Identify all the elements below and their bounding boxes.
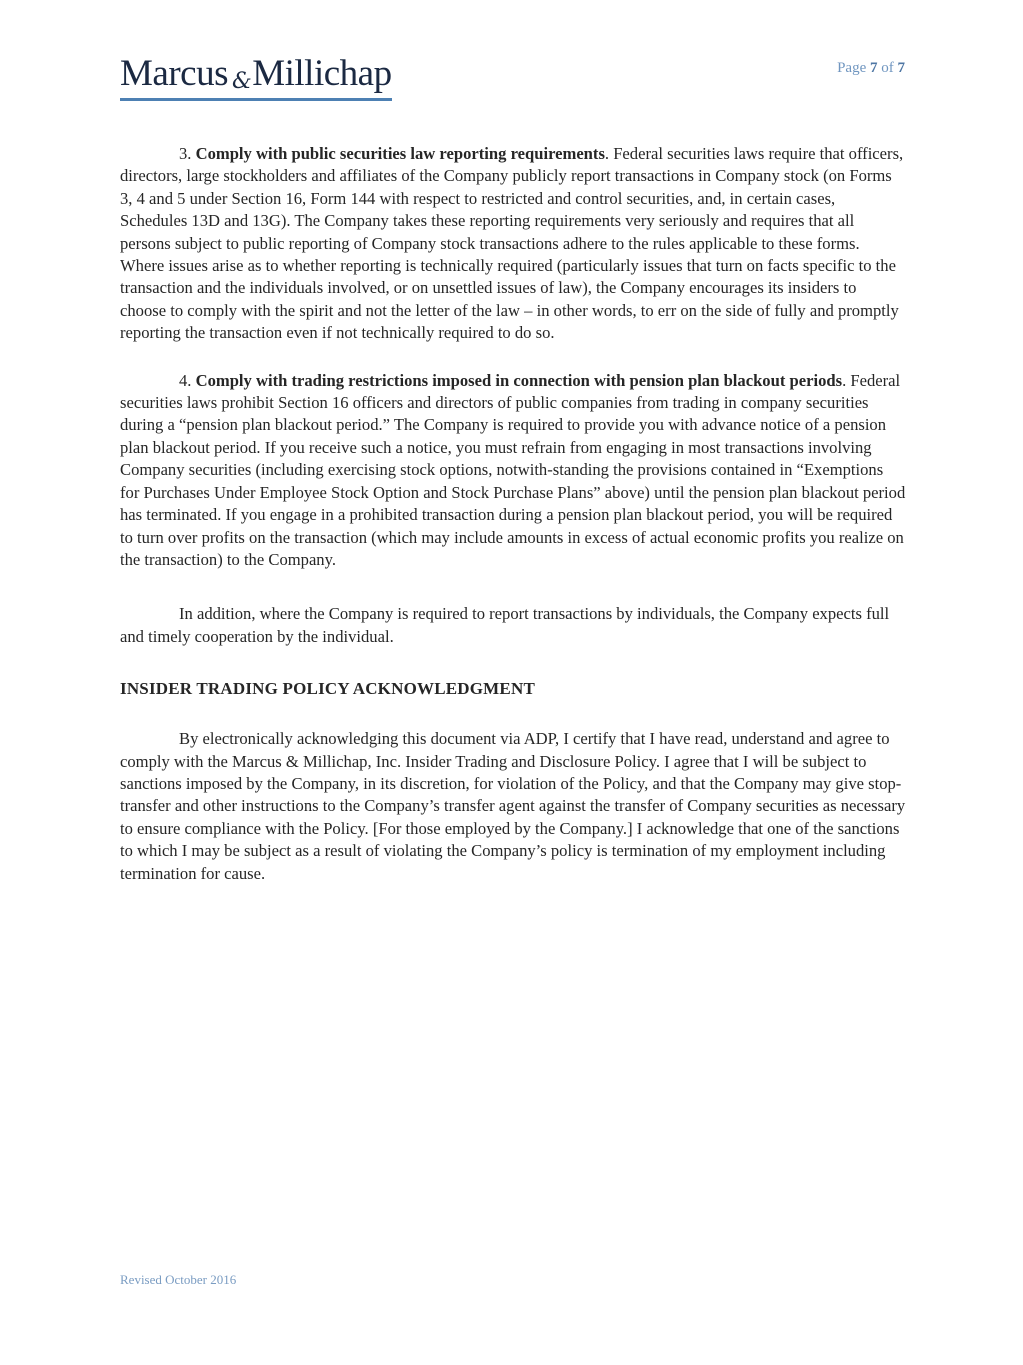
paragraph-addition: In addition, where the Company is required to report transactions by individuals, the Company expects full and timely cooperation by the individual.: [120, 604, 890, 646]
page-number: [837, 60, 905, 77]
logo-ampersand: &: [231, 68, 252, 95]
paragraph-4-number: 4.: [179, 370, 196, 390]
page-number-current: 7: [870, 60, 878, 76]
page-label-of: of: [877, 60, 898, 76]
document-body: [120, 143, 906, 885]
paragraph-3-reporting-requirements: [120, 143, 906, 345]
revision-date: Revised October 2016: [120, 1272, 237, 1287]
logo-word-millichap: Millichap: [252, 53, 392, 94]
page-header: [120, 54, 905, 101]
paragraph-acknowledgment: By electronically acknowledging this document via ADP, I certify that I have read, understand and agree to comply with the Marcus & Millichap, Inc. Insider Trading and Disclosure Policy. I agree that I will be subject to sanctions imposed by the Company, in its discretion, for violation of the Policy, and that the Company may give stop-transfer and other instructions to the Company’s transfer agent against the transfer of Company securities as necessary to ensure compliance with the Policy. [For those employed by the Company.] I acknowledge that one of the sanctions to which I may be subject as a result of violating the Company’s policy is termination of my employment including termination for cause.: [120, 729, 906, 883]
acknowledgment-heading: INSIDER TRADING POLICY ACKNOWLEDGMENT: [120, 679, 535, 699]
company-logo: [120, 54, 392, 101]
logo-word-marcus: Marcus: [120, 53, 228, 94]
paragraph-4-blackout-periods: [120, 370, 906, 572]
paragraph-3-text: . Federal securities laws require that officers, directors, large stockholders and affiliates of the Company publicly report transactions in Company stock (on Forms 3, 4 and 5 under Section 16, Form 144 with respect to restricted and control securities, and, in certain cases, Schedules 13D and 13G). The Company takes these reporting requirements very seriously and requires that all persons subject to public reporting of Company stock transactions adhere to the rules applicable to these forms. Where issues arise as to whether reporting is technically required (particularly issues that turn on facts specific to the transaction and the individuals involved, or on unsettled issues of law), the Company encourages its insiders to choose to comply with the spirit and not the letter of the law – in other words, to err on the side of fully and promptly reporting the transaction even if not technically required to do so.: [120, 144, 904, 343]
paragraph-4-bold-lead: Comply with trading restrictions imposed in connection with pension plan blackout periods: [195, 370, 843, 390]
paragraph-3-bold-lead: Comply with public securities law reporting requirements: [195, 144, 605, 163]
page-number-total: 7: [897, 60, 905, 76]
paragraph-4-text: . Federal securities laws prohibit Section 16 officers and directors of public companies from trading in company securities during a “pension plan blackout period.” The Company is required to provide you with advance notice of a pension plan blackout period. If you receive such a notice, you must refrain from engaging in most transactions involving Company securities (including exercising stock options, notwith-standing the provisions contained in “Exemptions for Purchases Under Employee Stock Option and Stock Purchase Plans” above) until the pension plan blackout period has terminated. If you engage in a prohibited transaction during a pension plan blackout period, you will be required to turn over profits on the transaction (which may include amounts in excess of actual economic profits you realize on the transaction) to the Company.: [120, 370, 906, 569]
page-label-prefix: Page: [837, 60, 870, 76]
paragraph-3-number: 3.: [179, 144, 196, 163]
page-footer: [120, 1272, 236, 1288]
